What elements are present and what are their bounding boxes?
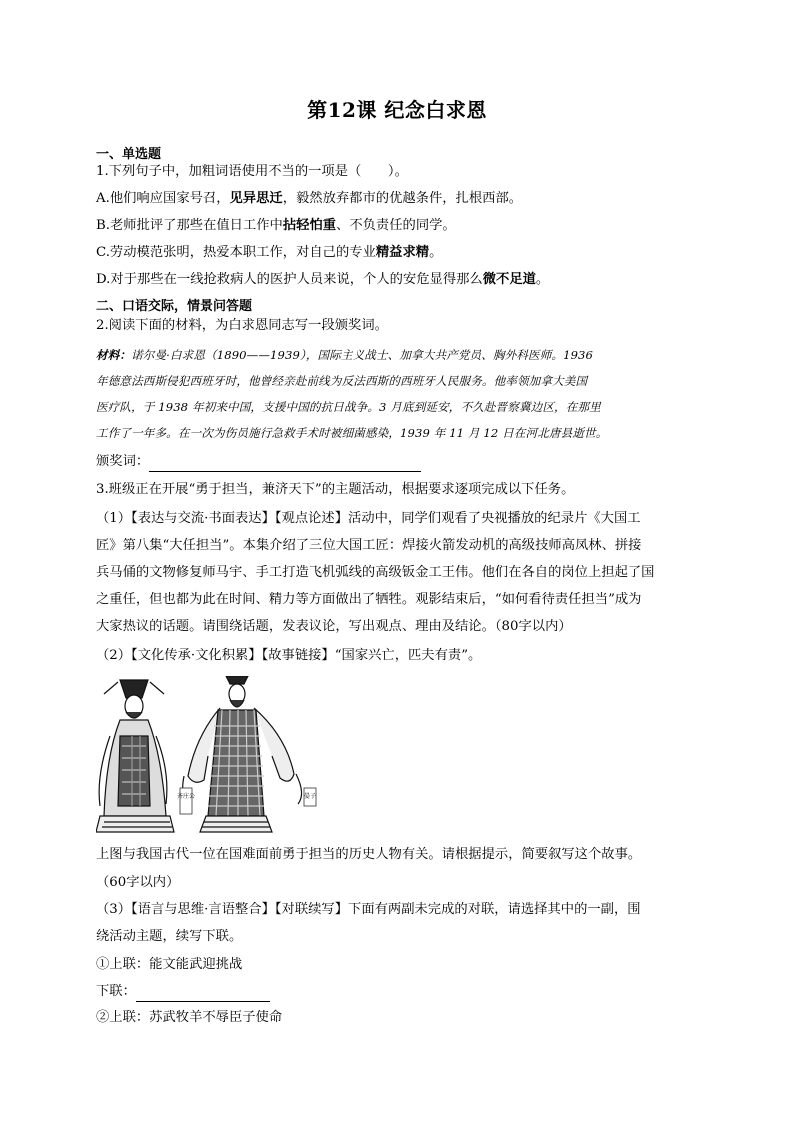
seal-right-text: 晏子 bbox=[303, 793, 317, 800]
couplet-1-lower-label: 下联： bbox=[96, 984, 136, 999]
historical-figures-drawing bbox=[96, 676, 336, 836]
option-b-post: 、不负责任的同学。 bbox=[336, 218, 456, 233]
task-1-line-1: （1）【表达与交流·书面表达】【观点论述】活动中，同学们观看了央视播放的纪录片《大国工 bbox=[96, 511, 641, 526]
option-d-bold: 微不足道 bbox=[482, 272, 536, 287]
seal-left-text: 齐庄公 bbox=[176, 793, 196, 800]
option-d bbox=[96, 270, 549, 290]
seal-left-stamp bbox=[180, 788, 192, 814]
option-a bbox=[96, 189, 522, 209]
option-c-pre: C.劳动模范张明，热爱本职工作，对自己的专业 bbox=[96, 245, 376, 260]
material-line-1 bbox=[96, 345, 593, 365]
award-speech-blank[interactable] bbox=[149, 457, 421, 472]
material-line-3: 医疗队，于 1938 年初来中国，支援中国的抗日战争。3 月底到延安，不久赴晋察冀边区，在那里 bbox=[96, 400, 601, 414]
couplet-1-upper: ①上联：能文能武迎挑战 bbox=[96, 957, 243, 972]
couplet-1-lower-row bbox=[96, 982, 270, 1002]
section-heading-single-choice: 一、单选题 bbox=[96, 147, 162, 162]
question-1-stem: 1.下列句子中，加粗词语使用不当的一项是（ ）。 bbox=[96, 164, 408, 179]
historical-figures-illustration bbox=[96, 676, 336, 836]
question-2-stem: 2.阅读下面的材料，为白求恩同志写一段颁奖词。 bbox=[96, 318, 388, 333]
couplet-1-lower-blank[interactable] bbox=[136, 987, 270, 1002]
option-a-pre: A.他们响应国家号召， bbox=[96, 191, 230, 206]
task-3-line-1: （3）【语言与思维·言语整合】【对联续写】下面有两副未完成的对联，请选择其中的一副，围 bbox=[96, 902, 641, 917]
task-1-line-2: 匠》第八集“大任担当”。本集介绍了三位大国工匠：焊接火箭发动机的高级技师高凤林、拼接 bbox=[96, 538, 642, 553]
section-heading-oral: 二、口语交际，情景问答题 bbox=[96, 299, 253, 314]
task-1-line-3: 兵马俑的文物修复师马宇、手工打造飞机弧线的高级钣金工王伟。他们在各自的岗位上担起了国 bbox=[96, 565, 655, 580]
task-2-line-2: 上图与我国古代一位在国难面前勇于担当的历史人物有关。请根据提示，简要叙写这个故事。 bbox=[96, 847, 642, 862]
task-1-line-5: 大家热议的话题。请围绕话题，发表议论，写出观点、理由及结论。（80字以内） bbox=[96, 619, 572, 634]
task-3-line-2: 绕活动主题，续写下联。 bbox=[96, 929, 243, 944]
option-b-bold: 拈轻怕重 bbox=[282, 218, 337, 233]
couplet-2-upper: ②上联：苏武牧羊不辱臣子使命 bbox=[96, 1010, 283, 1025]
material-line-4: 工作了一年多。在一次为伤员施行急救手术时被细菌感染，1939 年 11 月 12 日在河北唐县逝世。 bbox=[96, 426, 608, 440]
option-c-post: 。 bbox=[429, 245, 443, 260]
material-line-2: 年德意法西斯侵犯西班牙时，他曾经亲赴前线为反法西斯的西班牙人民服务。他率领加拿大美国 bbox=[96, 374, 588, 388]
option-c-bold: 精益求精 bbox=[375, 245, 430, 260]
question-3-stem: 3.班级正在开展“勇于担当，兼济天下”的主题活动，根据要求逐项完成以下任务。 bbox=[96, 482, 575, 497]
award-speech-row bbox=[96, 452, 421, 472]
material-text-1: 诺尔曼·白求恩（1890——1939），国际主义战士、加拿大共产党员、胸外科医师。1936 bbox=[131, 348, 593, 362]
page-title: 第12课 纪念白求恩 bbox=[307, 98, 487, 122]
option-b-pre: B.老师批评了那些在值日工作中 bbox=[96, 218, 283, 233]
task-2-line-1: （2）【文化传承·文化积累】【故事链接】“国家兴亡，匹夫有责”。 bbox=[96, 648, 482, 663]
option-a-post: ，毅然放弃都市的优越条件，扎根西部。 bbox=[282, 191, 523, 206]
option-d-pre: D.对于那些在一线抢救病人的医护人员来说，个人的安危显得那么 bbox=[96, 272, 483, 287]
material-label: 材料： bbox=[96, 348, 132, 362]
option-d-post: 。 bbox=[535, 272, 550, 287]
award-speech-label: 颁奖词： bbox=[96, 454, 150, 469]
option-b bbox=[96, 216, 456, 236]
option-c bbox=[96, 243, 442, 263]
task-2-line-3: （60字以内） bbox=[96, 875, 180, 890]
task-1-line-4: 之重任，但也都为此在时间、精力等方面做出了牺牲。观影结束后，“如何看待责任担当”成为 bbox=[96, 592, 642, 607]
option-a-bold: 见异思迁 bbox=[229, 191, 283, 206]
